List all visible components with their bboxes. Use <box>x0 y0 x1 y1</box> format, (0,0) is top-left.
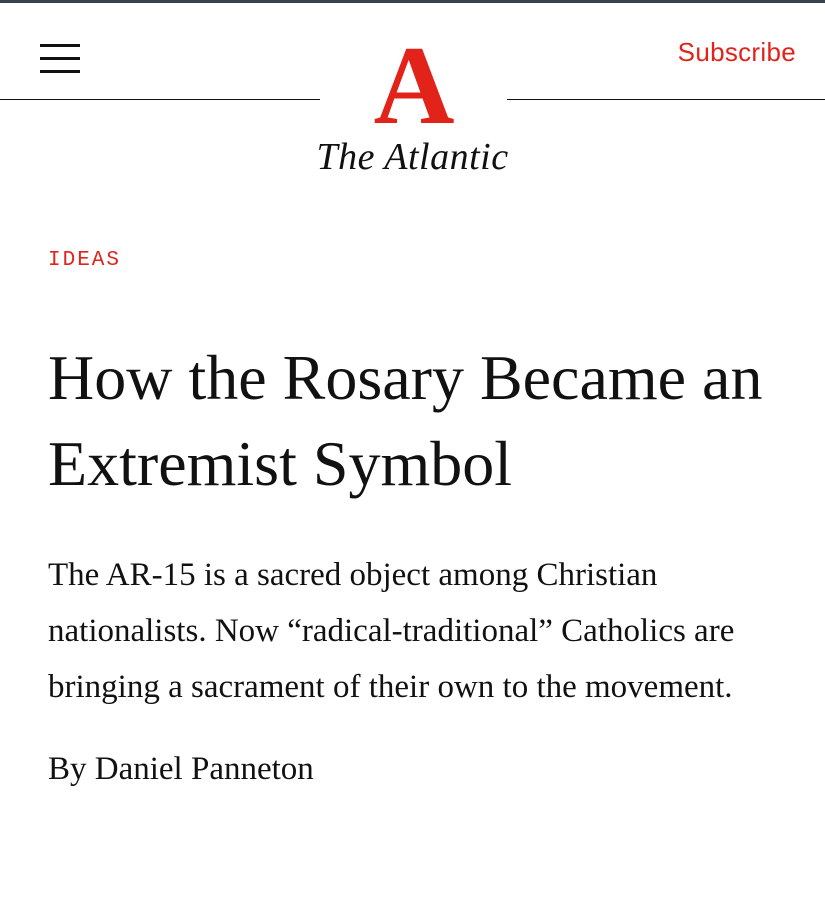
article-header <box>48 250 788 791</box>
logo-letter: A <box>373 24 455 148</box>
atlantic-logo-a-icon[interactable] <box>373 24 455 148</box>
header-divider-right <box>507 99 825 100</box>
article-headline: How the Rosary Became an Extremist Symbol <box>48 342 763 499</box>
subscribe-link[interactable]: Subscribe <box>677 37 796 67</box>
hamburger-menu-icon[interactable] <box>40 43 80 77</box>
article-dek: The AR-15 is a sacred object among Christian nationalists. Now “radical-traditional” Catholics are bringing a sacrament of their own to the movement. <box>48 557 735 705</box>
section-label[interactable]: IDEAS <box>48 249 122 272</box>
site-wordmark[interactable]: The Atlantic <box>316 136 509 178</box>
article-byline: By Daniel Panneton <box>48 751 314 787</box>
header-divider-left <box>0 99 320 100</box>
site-header <box>0 3 825 193</box>
